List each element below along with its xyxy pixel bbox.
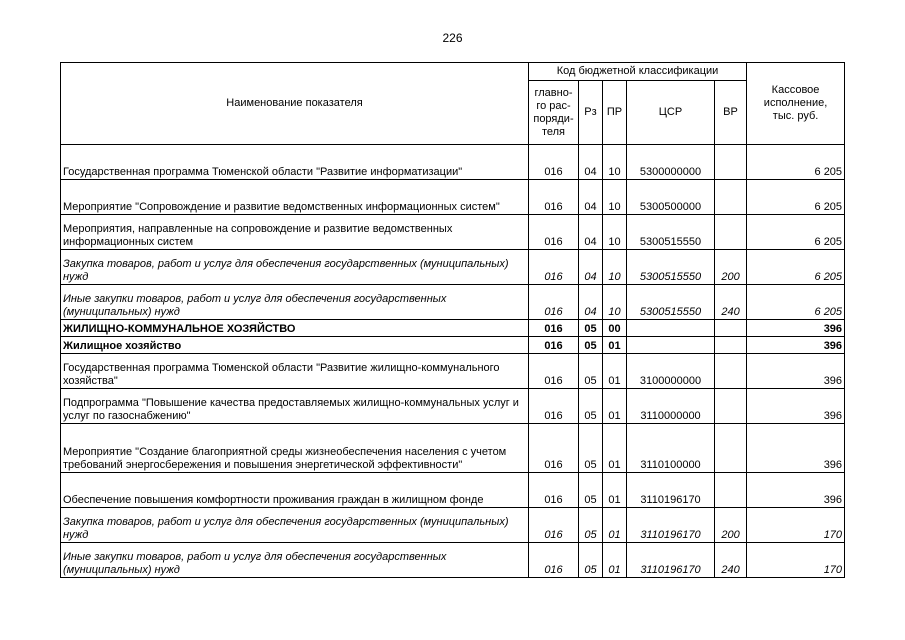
- row-vr: [715, 473, 747, 508]
- row-amount: 170: [747, 543, 845, 578]
- row-rz: 04: [579, 215, 603, 250]
- row-name: Обеспечение повышения комфортности проживания граждан в жилищном фонде: [61, 473, 529, 508]
- header-amount: Кассовое исполнение, тыс. руб.: [747, 63, 845, 145]
- row-glavny: 016: [529, 180, 579, 215]
- row-vr: [715, 320, 747, 337]
- row-pr: 01: [603, 389, 627, 424]
- row-vr: [715, 424, 747, 473]
- row-csr: [627, 337, 715, 354]
- row-name: Закупка товаров, работ и услуг для обеспечения государственных (муниципальных) нужд: [61, 508, 529, 543]
- row-name: Мероприятия, направленные на сопровождение и развитие ведомственных информационных систем: [61, 215, 529, 250]
- row-vr: [715, 354, 747, 389]
- row-name: Государственная программа Тюменской области "Развитие жилищно-коммунального хозяйства": [61, 354, 529, 389]
- row-rz: 04: [579, 180, 603, 215]
- row-amount: 396: [747, 424, 845, 473]
- row-glavny: 016: [529, 354, 579, 389]
- row-vr: [715, 215, 747, 250]
- row-csr: 3110000000: [627, 389, 715, 424]
- row-csr: 3100000000: [627, 354, 715, 389]
- row-rz: 05: [579, 508, 603, 543]
- table-row: [61, 508, 845, 543]
- row-pr: 00: [603, 320, 627, 337]
- row-csr: 3110196170: [627, 508, 715, 543]
- row-glavny: 016: [529, 508, 579, 543]
- row-rz: 05: [579, 337, 603, 354]
- row-csr: 5300515550: [627, 285, 715, 320]
- row-name: Подпрограмма "Повышение качества предоставляемых жилищно-коммунальных услуг и услуг по газоснабжению": [61, 389, 529, 424]
- row-csr: 5300515550: [627, 215, 715, 250]
- header-pr: ПР: [603, 81, 627, 145]
- header-csr: ЦСР: [627, 81, 715, 145]
- header-budget-code-group: Код бюджетной классификации: [529, 63, 747, 81]
- row-name: Закупка товаров, работ и услуг для обеспечения государственных (муниципальных) нужд: [61, 250, 529, 285]
- row-glavny: 016: [529, 250, 579, 285]
- row-vr: 200: [715, 250, 747, 285]
- table-row: [61, 473, 845, 508]
- row-glavny: 016: [529, 389, 579, 424]
- table-row: [61, 389, 845, 424]
- row-pr: 01: [603, 424, 627, 473]
- row-csr: [627, 320, 715, 337]
- row-amount: 396: [747, 337, 845, 354]
- row-amount: 170: [747, 508, 845, 543]
- row-csr: 5300500000: [627, 180, 715, 215]
- table-row: [61, 285, 845, 320]
- row-amount: 396: [747, 473, 845, 508]
- row-amount: 6 205: [747, 250, 845, 285]
- row-name: Иные закупки товаров, работ и услуг для обеспечения государственных (муниципальных) нужд: [61, 543, 529, 578]
- row-vr: [715, 180, 747, 215]
- table-row: [61, 320, 845, 337]
- row-vr: [715, 337, 747, 354]
- row-pr: 10: [603, 180, 627, 215]
- budget-execution-table: [60, 62, 845, 578]
- row-glavny: 016: [529, 543, 579, 578]
- row-vr: 200: [715, 508, 747, 543]
- header-vr: ВР: [715, 81, 747, 145]
- header-name: Наименование показателя: [61, 63, 529, 145]
- row-csr: 5300515550: [627, 250, 715, 285]
- table-row: [61, 215, 845, 250]
- table-row: [61, 145, 845, 180]
- row-glavny: 016: [529, 215, 579, 250]
- row-amount: 6 205: [747, 180, 845, 215]
- row-csr: 5300000000: [627, 145, 715, 180]
- row-glavny: 016: [529, 285, 579, 320]
- table-row: [61, 337, 845, 354]
- row-vr: [715, 145, 747, 180]
- row-rz: 05: [579, 389, 603, 424]
- row-name: Государственная программа Тюменской области "Развитие информатизации": [61, 145, 529, 180]
- header-glavny: главно-го рас-поряди-теля: [529, 81, 579, 145]
- row-pr: 10: [603, 250, 627, 285]
- row-rz: 05: [579, 543, 603, 578]
- row-vr: 240: [715, 543, 747, 578]
- row-amount: 396: [747, 320, 845, 337]
- row-glavny: 016: [529, 473, 579, 508]
- row-pr: 01: [603, 354, 627, 389]
- table-row: [61, 543, 845, 578]
- table-row: [61, 354, 845, 389]
- row-pr: 10: [603, 215, 627, 250]
- row-pr: 01: [603, 337, 627, 354]
- row-rz: 05: [579, 424, 603, 473]
- row-pr: 10: [603, 145, 627, 180]
- page-number: 226: [442, 31, 463, 45]
- row-csr: 3110100000: [627, 424, 715, 473]
- table-row: [61, 250, 845, 285]
- row-rz: 05: [579, 320, 603, 337]
- row-name: ЖИЛИЩНО-КОММУНАЛЬНОЕ ХОЗЯЙСТВО: [61, 320, 529, 337]
- row-name: Мероприятие "Создание благоприятной среды жизнеобеспечения населения с учетом требований энергосбережения и повышения энергетической эффективности": [61, 424, 529, 473]
- row-amount: 6 205: [747, 145, 845, 180]
- row-pr: 01: [603, 508, 627, 543]
- table-row: [61, 180, 845, 215]
- row-rz: 05: [579, 473, 603, 508]
- row-glavny: 016: [529, 337, 579, 354]
- row-rz: 04: [579, 250, 603, 285]
- row-glavny: 016: [529, 145, 579, 180]
- row-csr: 3110196170: [627, 543, 715, 578]
- row-vr: [715, 389, 747, 424]
- row-pr: 01: [603, 473, 627, 508]
- row-name: Иные закупки товаров, работ и услуг для обеспечения государственных (муниципальных) нужд: [61, 285, 529, 320]
- row-pr: 10: [603, 285, 627, 320]
- row-amount: 6 205: [747, 215, 845, 250]
- row-amount: 396: [747, 389, 845, 424]
- row-name: Жилищное хозяйство: [61, 337, 529, 354]
- header-rz: Рз: [579, 81, 603, 145]
- row-glavny: 016: [529, 320, 579, 337]
- row-rz: 04: [579, 145, 603, 180]
- table-row: [61, 424, 845, 473]
- row-vr: 240: [715, 285, 747, 320]
- row-glavny: 016: [529, 424, 579, 473]
- row-pr: 01: [603, 543, 627, 578]
- row-amount: 6 205: [747, 285, 845, 320]
- row-csr: 3110196170: [627, 473, 715, 508]
- row-name: Мероприятие "Сопровождение и развитие ведомственных информационных систем": [61, 180, 529, 215]
- row-rz: 04: [579, 285, 603, 320]
- row-amount: 396: [747, 354, 845, 389]
- row-rz: 05: [579, 354, 603, 389]
